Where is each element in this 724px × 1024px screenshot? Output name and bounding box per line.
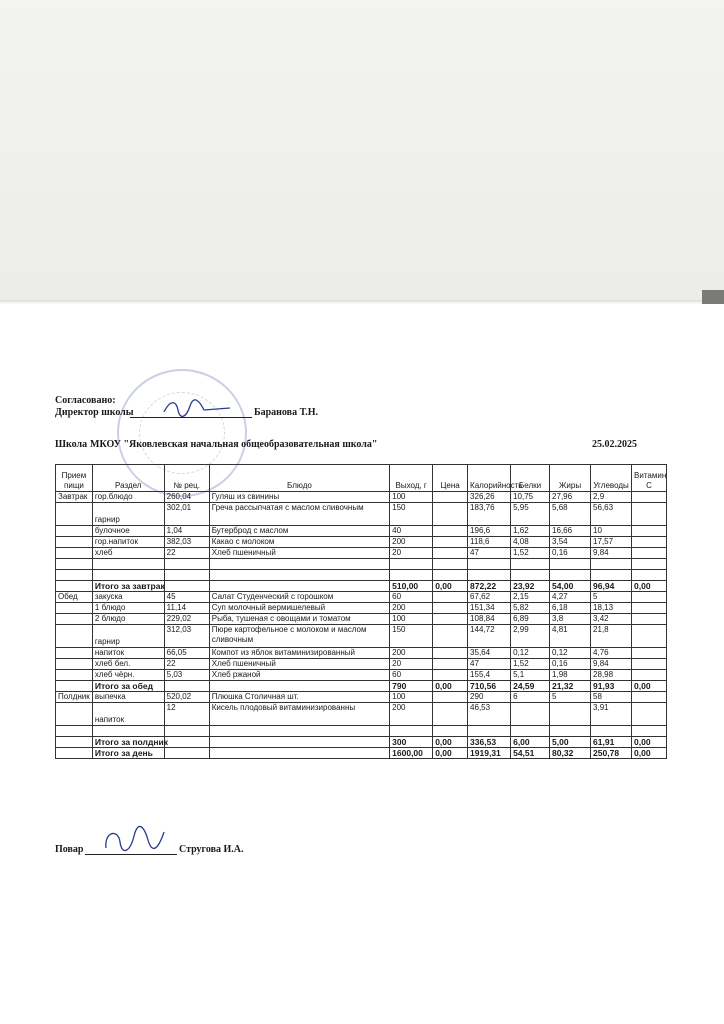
cell-protein: 1,52 — [511, 548, 550, 559]
school-label: Школа — [55, 439, 88, 450]
cell-protein: 2,99 — [511, 625, 550, 648]
cell-price — [433, 625, 468, 648]
cell-price — [433, 570, 468, 581]
cell-price — [433, 503, 468, 526]
table-header-row — [56, 465, 667, 492]
cell-kcal: 47 — [468, 659, 511, 670]
table-row — [56, 726, 667, 737]
cell-fat: 0,12 — [550, 648, 591, 659]
cell-section: Итого за завтрак — [92, 581, 164, 592]
cell-dish: Хлеб пшеничный — [209, 548, 389, 559]
cell-dish: Гуляш из свинины — [209, 492, 389, 503]
cell-yield — [390, 726, 433, 737]
cell-yield: 150 — [390, 503, 433, 526]
cell-yield: 300 — [390, 737, 433, 748]
cell-protein — [511, 559, 550, 570]
cell-yield: 60 — [390, 592, 433, 603]
total-row — [56, 737, 667, 748]
cell-vitc — [632, 559, 667, 570]
cell-dish — [209, 681, 389, 692]
cell-fat — [550, 559, 591, 570]
cell-meal: Завтрак — [56, 492, 93, 503]
cell-price: 0,00 — [433, 681, 468, 692]
cell-carbs: 5 — [591, 592, 632, 603]
cell-yield: 200 — [390, 648, 433, 659]
table-row — [56, 503, 667, 526]
column-header: Углеводы — [591, 465, 632, 492]
cell-kcal: 118,6 — [468, 537, 511, 548]
cell-recipe: 11,14 — [164, 603, 209, 614]
cell-price — [433, 692, 468, 703]
cell-recipe: 312,03 — [164, 625, 209, 648]
cell-price — [433, 659, 468, 670]
cell-carbs: 2,9 — [591, 492, 632, 503]
cell-recipe — [164, 570, 209, 581]
cell-recipe: 229,02 — [164, 614, 209, 625]
cell-meal — [56, 648, 93, 659]
cell-dish: Бутерброд с маслом — [209, 526, 389, 537]
cell-vitc: 0,00 — [632, 737, 667, 748]
cell-recipe — [164, 737, 209, 748]
cell-dish: Греча рассыпчатая с маслом сливочным — [209, 503, 389, 526]
cell-yield: 200 — [390, 603, 433, 614]
cell-dish: Салат Студенческий с горошком — [209, 592, 389, 603]
cell-section: 1 блюдо — [92, 603, 164, 614]
cell-section: напиток — [92, 648, 164, 659]
cell-kcal: 108,84 — [468, 614, 511, 625]
cell-yield: 790 — [390, 681, 433, 692]
column-header: Прием пищи — [56, 465, 93, 492]
cell-kcal: 336,53 — [468, 737, 511, 748]
cell-protein — [511, 726, 550, 737]
cell-price — [433, 548, 468, 559]
cell-vitc — [632, 659, 667, 670]
cell-recipe: 260,04 — [164, 492, 209, 503]
cell-section: гарнир — [92, 503, 164, 526]
cell-dish: Какао с молоком — [209, 537, 389, 548]
cell-vitc — [632, 703, 667, 726]
cell-carbs: 3,91 — [591, 703, 632, 726]
cell-carbs: 58 — [591, 692, 632, 703]
column-header: Цена — [433, 465, 468, 492]
cell-section: хлеб чёрн. — [92, 670, 164, 681]
menu-date: 25.02.2025 — [592, 439, 637, 450]
paper-corner-shadow — [702, 290, 724, 304]
cell-carbs: 61,91 — [591, 737, 632, 748]
cell-fat: 6,18 — [550, 603, 591, 614]
cell-kcal: 144,72 — [468, 625, 511, 648]
cell-kcal: 872,22 — [468, 581, 511, 592]
column-header: № рец. — [164, 465, 209, 492]
cell-kcal: 183,76 — [468, 503, 511, 526]
cell-protein — [511, 703, 550, 726]
cell-price — [433, 526, 468, 537]
cell-price — [433, 703, 468, 726]
column-header: Выход, г — [390, 465, 433, 492]
cell-protein: 5,1 — [511, 670, 550, 681]
cell-vitc — [632, 648, 667, 659]
cell-recipe: 22 — [164, 548, 209, 559]
table-row — [56, 592, 667, 603]
table-row — [56, 625, 667, 648]
cell-section — [92, 570, 164, 581]
director-label: Директор школы — [55, 407, 134, 418]
cell-dish: Хлеб ржаной — [209, 670, 389, 681]
cell-yield: 200 — [390, 703, 433, 726]
cell-meal — [56, 603, 93, 614]
cell-meal — [56, 614, 93, 625]
cell-section: Итого за обед — [92, 681, 164, 692]
cell-price — [433, 670, 468, 681]
cell-recipe: 66,05 — [164, 648, 209, 659]
cell-yield: 200 — [390, 537, 433, 548]
cell-carbs: 10 — [591, 526, 632, 537]
cell-protein: 23,92 — [511, 581, 550, 592]
cell-kcal: 155,4 — [468, 670, 511, 681]
cell-carbs: 21,8 — [591, 625, 632, 648]
cell-meal — [56, 537, 93, 548]
cell-meal — [56, 681, 93, 692]
table-row — [56, 492, 667, 503]
cell-fat — [550, 703, 591, 726]
cell-meal — [56, 503, 93, 526]
cell-yield: 20 — [390, 659, 433, 670]
cell-yield — [390, 559, 433, 570]
cell-kcal: 35,64 — [468, 648, 511, 659]
cell-fat — [550, 570, 591, 581]
cell-price: 0,00 — [433, 737, 468, 748]
cell-recipe — [164, 748, 209, 759]
cell-meal — [56, 570, 93, 581]
cell-dish: Пюре картофельное с молоком и маслом сливочным — [209, 625, 389, 648]
cell-kcal — [468, 559, 511, 570]
cell-fat: 5,68 — [550, 503, 591, 526]
cell-section: хлеб бел. — [92, 659, 164, 670]
cell-recipe — [164, 581, 209, 592]
cell-fat: 80,32 — [550, 748, 591, 759]
cell-price — [433, 492, 468, 503]
cell-meal: Полдник — [56, 692, 93, 703]
cell-protein: 2,15 — [511, 592, 550, 603]
cell-protein: 5,82 — [511, 603, 550, 614]
cell-fat: 16,66 — [550, 526, 591, 537]
cell-carbs: 96,94 — [591, 581, 632, 592]
cell-carbs: 18,13 — [591, 603, 632, 614]
cell-meal — [56, 670, 93, 681]
cell-yield: 40 — [390, 526, 433, 537]
cell-price — [433, 726, 468, 737]
cell-fat: 3,8 — [550, 614, 591, 625]
cell-vitc: 0,00 — [632, 581, 667, 592]
cell-carbs — [591, 559, 632, 570]
cell-vitc — [632, 603, 667, 614]
cell-kcal: 151,34 — [468, 603, 511, 614]
cell-meal — [56, 581, 93, 592]
cook-signature — [100, 822, 170, 856]
cell-carbs — [591, 726, 632, 737]
cell-kcal: 67,62 — [468, 592, 511, 603]
cell-vitc — [632, 548, 667, 559]
cell-dish: Хлеб пшеничный — [209, 659, 389, 670]
table-row — [56, 570, 667, 581]
cell-protein: 6,89 — [511, 614, 550, 625]
cell-carbs: 9,84 — [591, 659, 632, 670]
table-row — [56, 648, 667, 659]
cell-kcal: 1919,31 — [468, 748, 511, 759]
cell-dish: Плюшка Столичная шт. — [209, 692, 389, 703]
cell-section: 2 блюдо — [92, 614, 164, 625]
cell-protein: 6 — [511, 692, 550, 703]
cell-kcal: 710,56 — [468, 681, 511, 692]
cell-yield: 100 — [390, 492, 433, 503]
column-header: Белки — [511, 465, 550, 492]
cell-dish — [209, 559, 389, 570]
cell-dish: Суп молочный вермишелевый — [209, 603, 389, 614]
cell-section: закуска — [92, 592, 164, 603]
cell-kcal: 326,26 — [468, 492, 511, 503]
cell-dish — [209, 581, 389, 592]
cell-carbs — [591, 570, 632, 581]
cell-yield: 60 — [390, 670, 433, 681]
cell-fat: 4,81 — [550, 625, 591, 648]
cell-vitc — [632, 592, 667, 603]
cell-carbs: 250,78 — [591, 748, 632, 759]
cell-recipe: 5,03 — [164, 670, 209, 681]
cell-vitc: 0,00 — [632, 748, 667, 759]
menu-table-body — [56, 492, 667, 759]
cell-meal — [56, 748, 93, 759]
cell-price — [433, 559, 468, 570]
cell-carbs: 28,98 — [591, 670, 632, 681]
cell-protein: 54,51 — [511, 748, 550, 759]
cell-kcal: 46,53 — [468, 703, 511, 726]
table-row — [56, 526, 667, 537]
cell-kcal — [468, 726, 511, 737]
cell-recipe: 45 — [164, 592, 209, 603]
cell-fat: 21,32 — [550, 681, 591, 692]
cell-carbs: 56,63 — [591, 503, 632, 526]
table-row — [56, 703, 667, 726]
approved-label: Согласовано: — [55, 395, 116, 406]
cell-yield — [390, 570, 433, 581]
total-row — [56, 748, 667, 759]
cell-recipe — [164, 726, 209, 737]
cell-kcal — [468, 570, 511, 581]
cell-price — [433, 614, 468, 625]
total-row — [56, 581, 667, 592]
cell-vitc — [632, 570, 667, 581]
table-row — [56, 548, 667, 559]
cell-yield: 510,00 — [390, 581, 433, 592]
cell-vitc — [632, 614, 667, 625]
cook-label: Повар — [55, 844, 84, 855]
cell-recipe — [164, 681, 209, 692]
cell-fat: 4,27 — [550, 592, 591, 603]
cell-carbs: 4,76 — [591, 648, 632, 659]
cell-protein: 24,59 — [511, 681, 550, 692]
cell-dish: Рыба, тушеная с овощами и томатом — [209, 614, 389, 625]
cell-dish — [209, 570, 389, 581]
school-name: МКОУ "Яковлевская начальная общеобразовательная школа" — [90, 439, 378, 450]
cell-vitc — [632, 625, 667, 648]
cell-meal — [56, 703, 93, 726]
cell-section: Итого за полдник — [92, 737, 164, 748]
column-header: Калорийность — [468, 465, 511, 492]
table-row — [56, 559, 667, 570]
cell-section: выпечка — [92, 692, 164, 703]
cell-section: гор.напиток — [92, 537, 164, 548]
cell-dish — [209, 726, 389, 737]
cell-dish: Кисель плодовый витаминизированны — [209, 703, 389, 726]
table-row — [56, 614, 667, 625]
cell-meal — [56, 526, 93, 537]
cell-price — [433, 537, 468, 548]
cook-name: Стругова И.А. — [179, 844, 244, 855]
cell-section: хлеб — [92, 548, 164, 559]
cell-fat: 0,16 — [550, 659, 591, 670]
cell-vitc — [632, 503, 667, 526]
cell-meal — [56, 726, 93, 737]
cell-vitc: 0,00 — [632, 681, 667, 692]
cell-fat: 5 — [550, 692, 591, 703]
cell-recipe — [164, 559, 209, 570]
menu-table — [55, 464, 667, 759]
cell-carbs: 17,57 — [591, 537, 632, 548]
cell-meal — [56, 659, 93, 670]
cell-meal — [56, 625, 93, 648]
cell-fat: 0,16 — [550, 548, 591, 559]
cell-section: Итого за день — [92, 748, 164, 759]
cell-fat: 5,00 — [550, 737, 591, 748]
cell-kcal: 290 — [468, 692, 511, 703]
cell-protein: 10,75 — [511, 492, 550, 503]
cell-vitc — [632, 537, 667, 548]
cell-section: булочное — [92, 526, 164, 537]
cell-vitc — [632, 492, 667, 503]
cell-carbs: 91,93 — [591, 681, 632, 692]
cell-yield: 100 — [390, 692, 433, 703]
column-header: Жиры — [550, 465, 591, 492]
cell-fat: 54,00 — [550, 581, 591, 592]
cell-vitc — [632, 526, 667, 537]
cell-kcal: 196,6 — [468, 526, 511, 537]
cell-dish — [209, 737, 389, 748]
cell-protein: 5,95 — [511, 503, 550, 526]
cell-price — [433, 648, 468, 659]
cell-yield: 150 — [390, 625, 433, 648]
cell-section: гор.блюдо — [92, 492, 164, 503]
cell-section: напиток — [92, 703, 164, 726]
cell-price — [433, 592, 468, 603]
cell-meal — [56, 737, 93, 748]
cell-dish — [209, 748, 389, 759]
cell-vitc — [632, 670, 667, 681]
director-signature — [160, 398, 240, 420]
cell-meal — [56, 559, 93, 570]
cell-protein: 0,12 — [511, 648, 550, 659]
column-header: Витамин С — [632, 465, 667, 492]
cell-carbs: 3,42 — [591, 614, 632, 625]
cell-protein: 4,08 — [511, 537, 550, 548]
cell-vitc — [632, 692, 667, 703]
cell-recipe: 12 — [164, 703, 209, 726]
scan-background — [0, 0, 724, 302]
table-row — [56, 692, 667, 703]
cell-yield: 1600,00 — [390, 748, 433, 759]
cell-recipe: 382,03 — [164, 537, 209, 548]
total-row — [56, 681, 667, 692]
cell-section: гарнир — [92, 625, 164, 648]
cell-section — [92, 559, 164, 570]
director-name: Баранова Т.Н. — [254, 407, 319, 418]
cell-carbs: 9,84 — [591, 548, 632, 559]
cell-recipe: 1,04 — [164, 526, 209, 537]
cell-yield: 100 — [390, 614, 433, 625]
cell-fat: 1,98 — [550, 670, 591, 681]
cell-protein: 1,52 — [511, 659, 550, 670]
cell-price: 0,00 — [433, 581, 468, 592]
table-row — [56, 670, 667, 681]
column-header: Раздел — [92, 465, 164, 492]
cell-protein: 1,62 — [511, 526, 550, 537]
cell-fat: 3,54 — [550, 537, 591, 548]
column-header: Блюдо — [209, 465, 389, 492]
cell-dish: Компот из яблок витаминизированный — [209, 648, 389, 659]
cell-section — [92, 726, 164, 737]
cell-recipe: 302,01 — [164, 503, 209, 526]
cell-meal: Обед — [56, 592, 93, 603]
table-row — [56, 603, 667, 614]
table-row — [56, 537, 667, 548]
cell-protein — [511, 570, 550, 581]
cell-price: 0,00 — [433, 748, 468, 759]
cell-recipe: 22 — [164, 659, 209, 670]
cell-protein: 6,00 — [511, 737, 550, 748]
cell-yield: 20 — [390, 548, 433, 559]
cell-vitc — [632, 726, 667, 737]
cell-meal — [56, 548, 93, 559]
cell-fat: 27,96 — [550, 492, 591, 503]
cell-recipe: 520,02 — [164, 692, 209, 703]
cell-price — [433, 603, 468, 614]
table-row — [56, 659, 667, 670]
cell-fat — [550, 726, 591, 737]
cell-kcal: 47 — [468, 548, 511, 559]
